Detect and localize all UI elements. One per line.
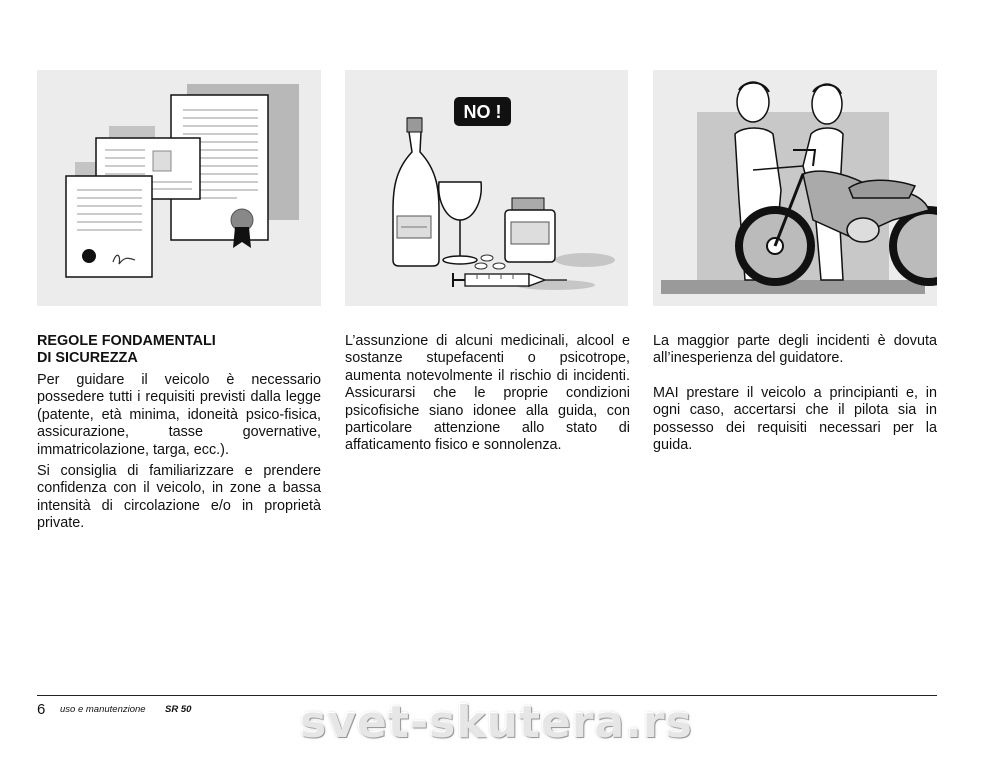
inexperience-paragraph: La maggior parte degli incidenti è dovuta all’inesperienza del guidatore. <box>653 333 937 367</box>
drugs-alcohol-paragraph: L’assunzione di alcuni medicinali, alcool e sostanze stupefacenti o psicotrope, aumenta notevolmente il rischio di incidenti. Assicurarsi che le proprie condizioni psicofisiche siano idonee alla guida, con particolare attenzione allo stato di affaticamento fisico e sonnolenza. <box>345 333 630 454</box>
requirements-paragraph: Per guidare il veicolo è necessario possedere tutti i requisiti previsti dalla legge (patente, età minima, idoneità psico-fisica, assicurazione, tasse governative, immatricolazione, targa, ecc.). <box>37 372 321 458</box>
riders-motorcycle-illustration <box>653 70 937 306</box>
watermark-text: svet-skutera.rs <box>300 697 693 748</box>
motorcycle-people-icon <box>653 70 937 306</box>
documents-icon <box>37 70 321 306</box>
page-number: 6 <box>37 701 46 718</box>
documents-illustration <box>37 70 321 306</box>
model-name: SR 50 <box>165 704 192 715</box>
manual-title: uso e manutenzione <box>60 704 146 715</box>
footer-divider <box>37 695 937 696</box>
heading-line-1: REGOLE FONDAMENTALI <box>37 333 216 349</box>
no-badge-label: NO ! <box>463 102 502 122</box>
familiarize-paragraph: Si consiglia di familiarizzare e prendere confidenza con il veicolo, in zone a bassa intensità di circolazione e/o in proprietà private. <box>37 463 321 532</box>
heading-line-2: DI SICUREZZA <box>37 350 138 366</box>
basic-safety-rules-column <box>37 333 321 533</box>
lending-paragraph: MAI prestare il veicolo a principianti e, in ogni caso, accertarsi che il pilota sia in possesso dei requisiti necessari per la guida. <box>653 384 937 454</box>
drugs-alcohol-column <box>345 333 630 455</box>
section-heading <box>37 333 321 367</box>
alcohol-drugs-illustration <box>345 70 628 306</box>
bottle-glass-syringe-icon <box>345 70 628 306</box>
inexperience-column <box>653 333 937 454</box>
